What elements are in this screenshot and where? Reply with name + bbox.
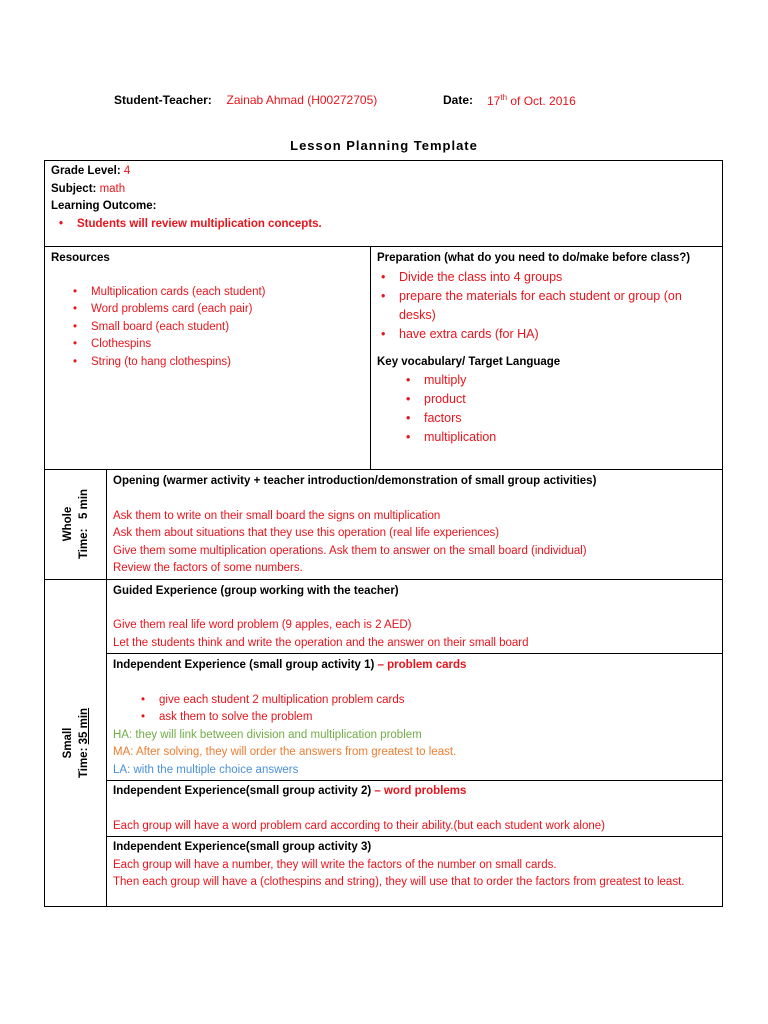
resources-list [51,284,364,372]
indep2-heading-dash: – word problems [371,785,467,797]
indep2-line: Each group will have a word problem card according to their ability.(but each student work alone) [113,819,605,832]
small-time-value: 35 min [77,707,90,745]
small-side-label [60,708,92,778]
opening-line: Ask them to write on their small board the signs on multiplication [113,509,441,522]
small-time [76,708,92,778]
page-title: Lesson Planning Template [290,138,478,153]
subject-label: Subject: [51,182,100,195]
resource-item: • Clothespins [91,336,364,354]
indep1-item: • give each student 2 multiplication problem cards [159,692,716,710]
small-label: Small [61,727,74,759]
resources-row [45,247,723,470]
opening-line: Ask them about situations that they use this operation (real life experiences) [113,527,500,539]
preparation-item: • have extra cards (for HA) [399,325,716,344]
date-value [487,93,576,108]
indep2-row [45,781,723,837]
indep3-line: Then each group will have a (clothespins and string), they will use that to order the factors from greatest to least. [113,876,685,888]
grade-level [51,163,716,181]
indep1-heading-text: Independent Experience (small group activity 1) [113,659,375,671]
indep2-cell [107,781,723,837]
preparation-label: Preparation (what do you need to do/make before class?) [377,252,691,264]
indep3-line: Each group will have a number, they will write the factors of the number on small cards. [113,858,557,871]
resources-label: Resources [51,252,110,264]
resource-item: • Multiplication cards (each student) [91,284,364,302]
small-time-label: Time: [77,744,90,778]
indep3-row [45,837,723,907]
whole-time [76,489,92,559]
preparation-list [377,268,716,344]
small-side-cell [45,579,107,907]
opening-cell [107,470,723,580]
subject [51,181,716,199]
resource-item: • Word problems card (each pair) [91,301,364,319]
guided-row [45,579,723,654]
indep3-heading: Independent Experience(small group activity 3) [113,841,372,853]
preparation-item: • prepare the materials for each student or group (on desks) [399,287,716,325]
grade-value: 4 [123,165,131,177]
guided-cell [107,579,723,654]
vocab-label: Key vocabulary/ Target Language [377,355,561,368]
vocab-list [377,371,716,447]
whole-side-cell [45,470,107,580]
header-line [114,93,576,108]
indep2-heading [113,783,716,801]
intro-cell [45,161,723,247]
guided-line: Give them real life word problem (9 apples, each is 2 AED) [113,619,412,631]
whole-label: Whole [61,507,74,542]
student-teacher-label: Student-Teacher: [114,93,212,107]
guided-line: Let the students think and write the operation and the answer on their small board [113,636,529,649]
indep1-ma: MA: After solving, they will order the answers from greatest to least. [113,746,457,758]
grade-label: Grade Level: [51,165,124,177]
indep1-ha: HA: they will link between division and multiplication problem [113,728,422,741]
opening-line: Give them some multiplication operations. Ask them to answer on the small board (individual) [113,544,587,557]
preparation-item: • Divide the class into 4 groups [399,268,716,287]
whole-side-label [60,489,92,559]
outcome-list [51,216,716,234]
indep1-cell [107,654,723,781]
date-label: Date: [443,93,474,107]
outcome-label: Learning Outcome: [51,200,157,212]
indep1-la: LA: with the multiple choice answers [113,763,299,776]
lesson-table [44,160,723,907]
preparation-cell [371,247,723,470]
whole-row [45,470,723,580]
resource-item: • String (to hang clothespins) [91,354,364,372]
date-rest: of Oct. 2016 [507,94,576,108]
student-teacher-value: Zainab Ahmad (H00272705) [226,93,378,107]
opening-line: Review the factors of some numbers. [113,562,303,574]
opening-heading: Opening (warmer activity + teacher introduction/demonstration of small group activities) [113,475,597,487]
indep1-item: • ask them to solve the problem [159,709,716,727]
whole-time-value: 5 min [77,489,90,520]
indep1-row [45,654,723,781]
resource-item: • Small board (each student) [91,319,364,337]
date-day: 17 [487,94,501,108]
indep1-heading [113,657,716,675]
subject-value: math [99,182,126,195]
vocab-item: • multiply [424,371,716,390]
vocab-item: • product [424,390,716,409]
intro-row [45,161,723,247]
outcome-item: • Students will review multiplication concepts. [77,216,716,234]
date-suffix: th [500,93,508,102]
vocab-item: • factors [424,409,716,428]
guided-heading: Guided Experience (group working with the teacher) [113,584,399,597]
indep1-list [113,692,716,727]
vocab-item: • multiplication [424,428,716,447]
indep2-heading-text: Independent Experience(small group activity 2) [113,785,372,797]
whole-time-label: Time: [77,528,90,560]
indep3-cell [107,837,723,907]
resources-cell [45,247,371,470]
indep1-heading-dash: – problem cards [374,659,467,671]
